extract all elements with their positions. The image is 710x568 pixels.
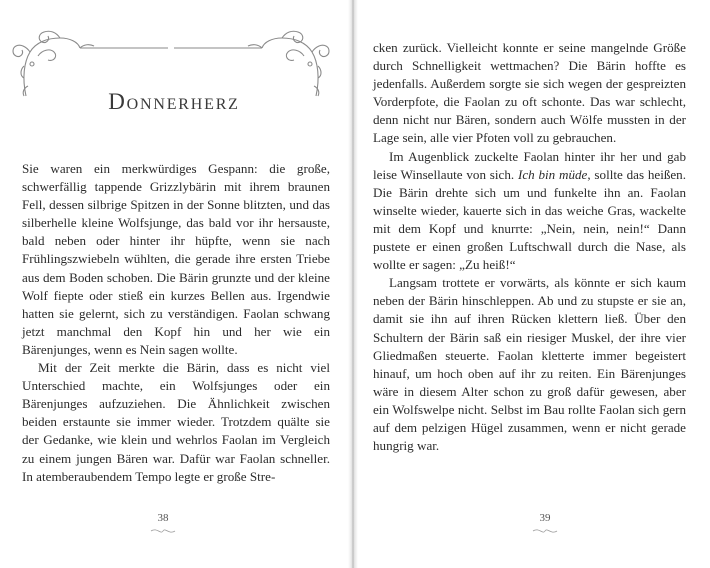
- paragraph: Langsam trottete er vorwärts, als könnte er sich kaum neben der Bärin hinschleppen. Ab und zu stupste er sie an, damit sie ihn auf ihren Rücken klettern ließ. Über den Schultern der Bärin saß ein riesiger Muskel, der ihre vier Gliedmaßen steuerte. Faolan kletterte immer begeistert hinauf, um hoch oben auf ihr zu reiten. Ein Bärenjunges wäre in diesem Alter schon zu groß dafür gewesen, aber ein Wolfswelpe nicht. Selbst im Bau rollte Faolan sich gern auf dem pelzigen Hügel zusammen, wenn er nicht gerade hungrig war.: [373, 275, 686, 454]
- book-gutter: [348, 0, 358, 568]
- page-number-flourish-icon: [525, 526, 565, 536]
- paragraph: Mit der Zeit merkte die Bärin, dass es nicht viel Unterschied machte, ein Wolfsjunges oder ein Bärenjunges aufzuziehen. Die Ähnlichkeit zwischen beiden erstaunte sie immer wieder. Trotzdem quälte sie der Gedanke, wie klein und wehrlos Faolan im Vergleich zu einem jungen Bären war. Dafür war Faolan schneller. In atemberaubendem Tempo legte er große Stre-: [22, 360, 330, 484]
- corner-ornament-left-icon: [13, 31, 168, 96]
- right-page: [358, 0, 710, 568]
- left-page-text: [22, 160, 330, 486]
- chapter-title: Donnerherz: [108, 89, 240, 114]
- right-page-text: [373, 39, 686, 455]
- paragraph-text: , sollte das heißen. Die Bärin drehte sich um und funkelte ihn an. Faolan winselte wieder, kauerte sich in das weiche Gras, wackelte mit dem Kopf und knurrte: „Nein, nein, nein!“ Dann pustete er einen großen Luftschwall durch die Nase, als wollte er sagen: „Zu heiß!“: [373, 166, 687, 273]
- paragraph: [373, 148, 686, 275]
- paragraph-text: Im Augenblick zuckelte Faolan hinter ihr her und gab leise Winsellaute von sich.: [373, 148, 686, 182]
- corner-ornament-right-icon: [174, 31, 329, 96]
- page-number: 39: [539, 512, 551, 524]
- page-number: 38: [157, 512, 169, 524]
- paragraph: Sie waren ein merkwürdiges Gespann: die große, schwerfällig tappende Grizzlybärin mit ihrem braunen Fell, dessen silbrige Spitzen in der Sonne blitzten, und das silberhelle kleine Wolfsjunge, das bald vor ihr hersauste, bald neben oder hinter ihr hüpfte, wenn sie nach Frühlingszwiebeln wühlten, die gerade ihre ersten Triebe aus dem Boden schoben. Die Bärin grunzte und der kleine Wolf fiepte oder stieß ein kurzes Bellen aus. Irgendwie hatten sie gelernt, sich zu verständigen. Faolan schwang jetzt manchmal den Kopf hin und her wie ein Bärenjunges, wenn es Nein sagen wollte.: [22, 161, 330, 357]
- left-page: [0, 0, 348, 568]
- italic-phrase: Ich bin müde: [517, 166, 588, 182]
- paragraph: cken zurück. Vielleicht konnte er seine mangelnde Größe durch Schnelligkeit wettmachen? Die Bärin hoffte es jedenfalls. Außerdem sorgte sie sich wegen der gespreizten Vorderpfote, die Faolan zu oft schonte. Das war schlecht, denn nicht nur Bären, sondern auch Wölfe mussten in der Lage sein, alle vier Pfoten voll zu gebrauchen.: [373, 40, 686, 146]
- page-number-flourish-icon: [143, 526, 183, 536]
